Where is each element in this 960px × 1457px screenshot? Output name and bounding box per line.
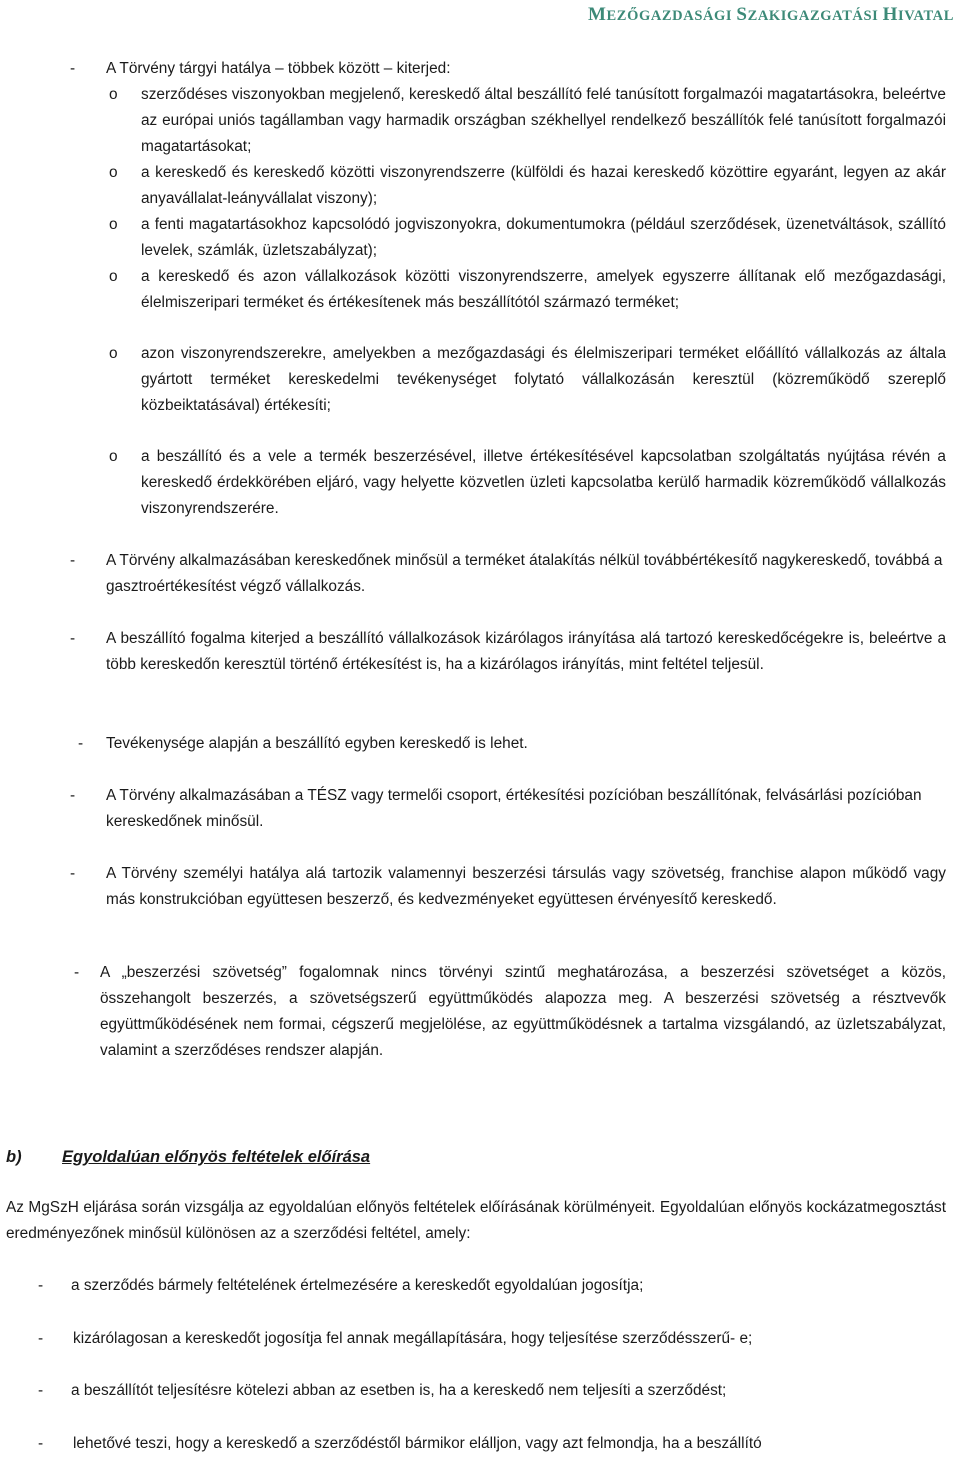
header-text: ZAKIGAZGATÁSI [747,8,883,24]
circle-bullet: o [109,216,118,233]
list-item-text: A „beszerzési szövetség” fogalomnak nincs törvényi szintű meghatározása, a beszerzési szövetséget a közös, összehangolt beszerzés, a szövetségszerű együttműködés alapozza meg. A beszerzési szövetség a résztvevők együttműködésének nem formai, cégszerű megjelölése, az együttműködésnek a tartalma vizsgálandó, az üzletszabályzat, valamint a szerződéses rendszer alapján. [100,964,946,1059]
list-item-text: A Törvény alkalmazásában a TÉSZ vagy termelői csoport, értékesítési pozícióban beszállítónak, felvásárlási pozícióban kereskedőnek minősül. [106,787,922,830]
sublist-item-text: a kereskedő és azon vállalkozások közötti viszonyrendszerre, amelyek egyszerre állítanak elő mezőgazdasági, élelmiszeripari terméket és értékesítenek más beszállítótól származó terméket; [141,268,946,311]
page-header [588,3,954,28]
list-item-text: a szerződés bármely feltételének értelmezésére a kereskedőt egyoldalúan jogosítja; [71,1277,644,1294]
header-text: IVATAL [898,8,954,24]
dash-bullet: - [70,865,76,882]
dash-bullet: - [38,1435,44,1452]
dash-bullet: - [38,1330,44,1347]
circle-bullet: o [109,345,118,362]
dash-bullet: - [74,964,80,981]
sublist-item-text: a beszállító és a vele a termék beszerzésével, illetve értékesítésével kapcsolatban szolgáltatás nyújtása révén a kereskedő érdekkörében eljáró, vagy helyette közvetlen üzleti kapcsolatba kerülő harmadik közreműködő vállalkozás viszonyrendszerére. [141,448,946,517]
circle-bullet: o [109,86,118,103]
dash-bullet: - [70,552,76,569]
header-text: EZŐGAZDASÁGI [606,8,737,24]
header-letter: H [882,4,899,25]
sublist-item-text: szerződéses viszonyokban megjelenő, kereskedő által beszállító felé tanúsított forgalmazói magatartásokra, beleértve az európai uniós tagállamban vagy harmadik országban székhellyel rendelkező beszállítók felé tanúsított forgalmazói magatartásokat; [141,86,946,155]
section-paragraph: Az MgSzH eljárása során vizsgálja az egyoldalúan előnyös feltételek előírásának körülményeit. Egyoldalúan előnyös kockázatmegosztást eredményezőnek minősül különösen az a szerződési feltétel, amely: [6,1199,946,1242]
list-item-text: A Törvény alkalmazásában kereskedőnek minősül a terméket átalakítás nélkül továbbértékesítő nagykereskedő, továbbá a gasztroértékesítést végző vállalkozás. [106,552,943,595]
circle-bullet: o [109,164,118,181]
list-item-text: A beszállító fogalma kiterjed a beszállító vállalkozások kizárólagos irányítása alá tartozó kereskedőcégekre is, beleértve a több kereskedőn keresztül történő értékesítést is, ha a kizárólagos irányítás, mint feltétel teljesül. [106,630,946,673]
dash-bullet: - [70,60,76,77]
dash-bullet: - [70,787,76,804]
dash-bullet: - [78,735,84,752]
list-item-text: A Törvény tárgyi hatálya – többek között – kiterjed: [106,60,451,77]
sublist-item-text: a kereskedő és kereskedő közötti viszonyrendszerre (külföldi és hazai kereskedő közöttire egyaránt, legyen az akár anyavállalat-leányvállalat viszony); [141,164,946,207]
list-item-text: kizárólagosan a kereskedőt jogosítja fel annak megállapítására, hogy teljesítése szerződésszerű- e; [73,1330,753,1347]
sublist-item-text: a fenti magatartásokhoz kapcsolódó jogviszonyokra, dokumentumokra (például szerződések, üzenetváltások, szállító levelek, számlák, üzletszabályzat); [141,216,946,259]
list-item-text: a beszállítót teljesítésre kötelezi abban az esetben is, ha a kereskedő nem teljesíti a szerződést; [71,1382,727,1399]
header-letter: S [736,4,748,25]
dash-bullet: - [70,630,76,647]
section-heading [6,1144,370,1170]
dash-bullet: - [38,1277,44,1294]
circle-bullet: o [109,268,118,285]
section-marker: b) [6,1148,22,1166]
section-title: Egyoldalúan előnyös feltételek előírása [62,1148,371,1166]
circle-bullet: o [109,448,118,465]
dash-bullet: - [38,1382,44,1399]
sublist-item-text: azon viszonyrendszerekre, amelyekben a mezőgazdasági és élelmiszeripari terméket előállító vállalkozás az általa gyártott terméket kereskedelmi tevékenységet folytató vállalkozásán keresztül (közreműködő szereplő közbeiktatásával) értékesíti; [141,345,946,414]
list-item-text: A Törvény személyi hatálya alá tartozik valamennyi beszerzési társulás vagy szövetség, franchise alapon működő vagy más konstrukcióban együttesen beszerző, és kedvezményeket együttesen érvényesítő kereskedő. [106,865,946,908]
list-item-text: Tevékenysége alapján a beszállító egyben kereskedő is lehet. [106,735,528,752]
header-letter: M [587,4,607,25]
list-item-text: lehetővé teszi, hogy a kereskedő a szerződéstől bármikor elálljon, vagy azt felmondja, ha a beszállító [73,1435,762,1452]
